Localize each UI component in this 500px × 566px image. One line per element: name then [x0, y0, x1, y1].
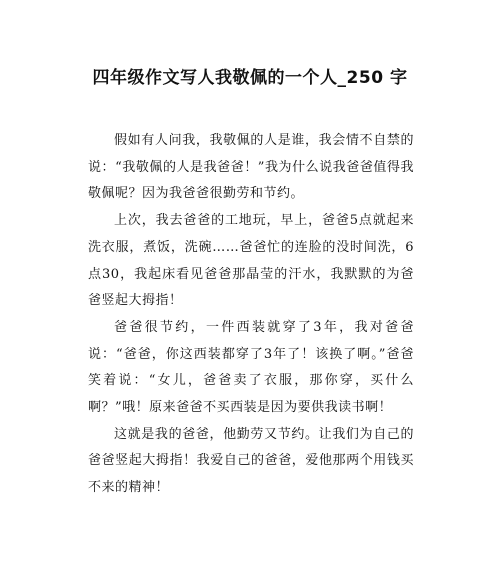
paragraph-3: 爸爸很节约，一件西装就穿了3年，我对爸爸说：“爸爸，你这西装都穿了3年了！该换了啊。”爸爸笑着说：“女儿，爸爸卖了衣服，那你穿，买什么啊？”哦！原来爸爸不买西装是因为要供我读书啊！	[88, 319, 414, 416]
document-body	[88, 128, 414, 502]
paragraph-1: 假如有人问我，我敬佩的人是谁，我会情不自禁的说：“我敬佩的人是我爸爸！”我为什么说我爸爸值得我敬佩呢？因为我爸爸很勤劳和节约。	[88, 133, 414, 202]
document-title: 四年级作文写人我敬佩的一个人_250 字	[92, 68, 408, 88]
paragraph-4: 这就是我的爸爸，他勤劳又节约。让我们为自己的爸爸竖起大拇指！我爱自己的爸爸，爱他那两个用钱买不来的精神！	[88, 426, 414, 496]
paragraph-2: 上次，我去爸爸的工地玩，早上，爸爸5点就起来洗衣服，煮饭，洗碗……爸爸忙的连脸的没时间洗，6点30，我起床看见爸爸那晶莹的汗水，我默默的为爸爸竖起大拇指！	[88, 213, 414, 309]
